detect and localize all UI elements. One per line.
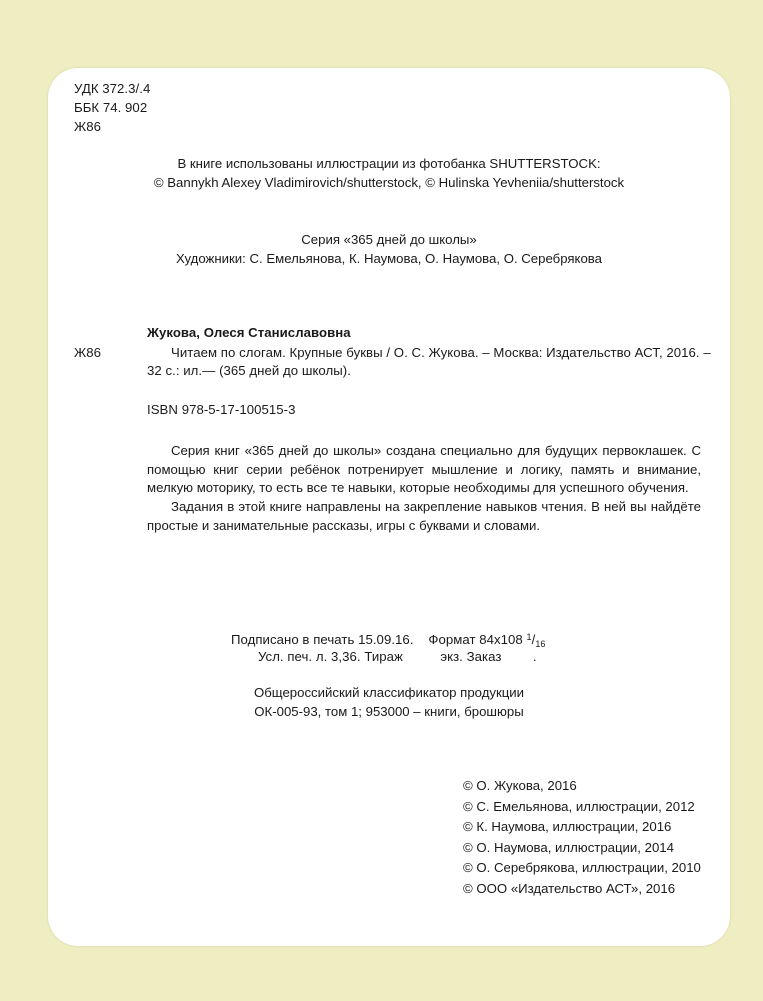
artists-line: Художники: С. Емельянова, К. Наумова, О. Наумова, О. Серебрякова [176,251,602,266]
printed-sheets: Усл. печ. л. 3,36. Тираж [258,649,403,664]
order-end: . [532,649,537,664]
copies-order: экз. Заказ [440,649,502,664]
annotation-paragraph-1: Серия книг «365 дней до школы» создана специально для будущих первоклашек. С помощью книг серии ребёнок потренирует мышление и логику, память и внимание, мелкую моторику, то есть все те навыки, которые необходимы для успешного обучения. [147,443,701,495]
format-numerator: 1 [526,632,532,642]
udk-code: УДК 372.3/.4 [74,81,151,96]
copyright-line: © О. Наумова, иллюстрации, 2014 [463,839,674,855]
copyright-line: © О. Жукова, 2016 [463,778,577,793]
bbk-code: ББК 74. 902 [74,100,148,115]
isbn: ISBN 978-5-17-100515-3 [147,402,296,417]
bibliographic-line-2: 32 с.: ил.— (365 дней до школы). [147,363,351,378]
copyright-line: © К. Наумова, иллюстрации, 2016 [463,819,672,834]
bibliographic-mark: Ж86 [74,345,101,360]
copyright-line: © ООО «Издательство АСТ», 2016 [463,880,676,896]
illustrations-source: В книге использованы иллюстрации из фотобанка SHUTTERSTOCK: [177,156,601,171]
imprint-page [48,68,730,946]
author-mark: Ж86 [74,119,101,134]
format-fraction: $^1/_{16}$ [526,632,546,649]
annotation-paragraph-2: Задания в этой книге направлены на закрепление навыков чтения. В ней вы найдёте простые и занимательные рассказы, игры с буквами и словами. [147,499,701,533]
copyright-block [463,776,701,899]
bibliographic-line-1: Читаем по слогам. Крупные буквы / О. С. Жукова. – Москва: Издательство АСТ, 2016. – [171,345,711,360]
imprint-line-2 [258,648,537,666]
author-name: Жукова, Олеся Станиславовна [147,325,351,340]
signed-date: Подписано в печать 15.09.16. [231,632,414,647]
copyright-line: © С. Емельянова, иллюстрации, 2012 [463,798,695,814]
classifier-title: Общероссийский классификатор продукции [253,685,525,700]
format-denominator: 16 [535,639,546,649]
classifier-code: ОК-005-93, том 1; 953000 – книги, брошюры [254,704,524,719]
series-title: Серия «365 дней до школы» [301,232,477,247]
paper-format: Формат 84х108 [428,632,523,647]
illustrations-credits: © Bannykh Alexey Vladimirovich/shutterstock, © Hulinska Yevheniia/shutterstock [153,175,625,190]
copyright-line: © О. Серебрякова, иллюстрации, 2010 [463,860,701,875]
